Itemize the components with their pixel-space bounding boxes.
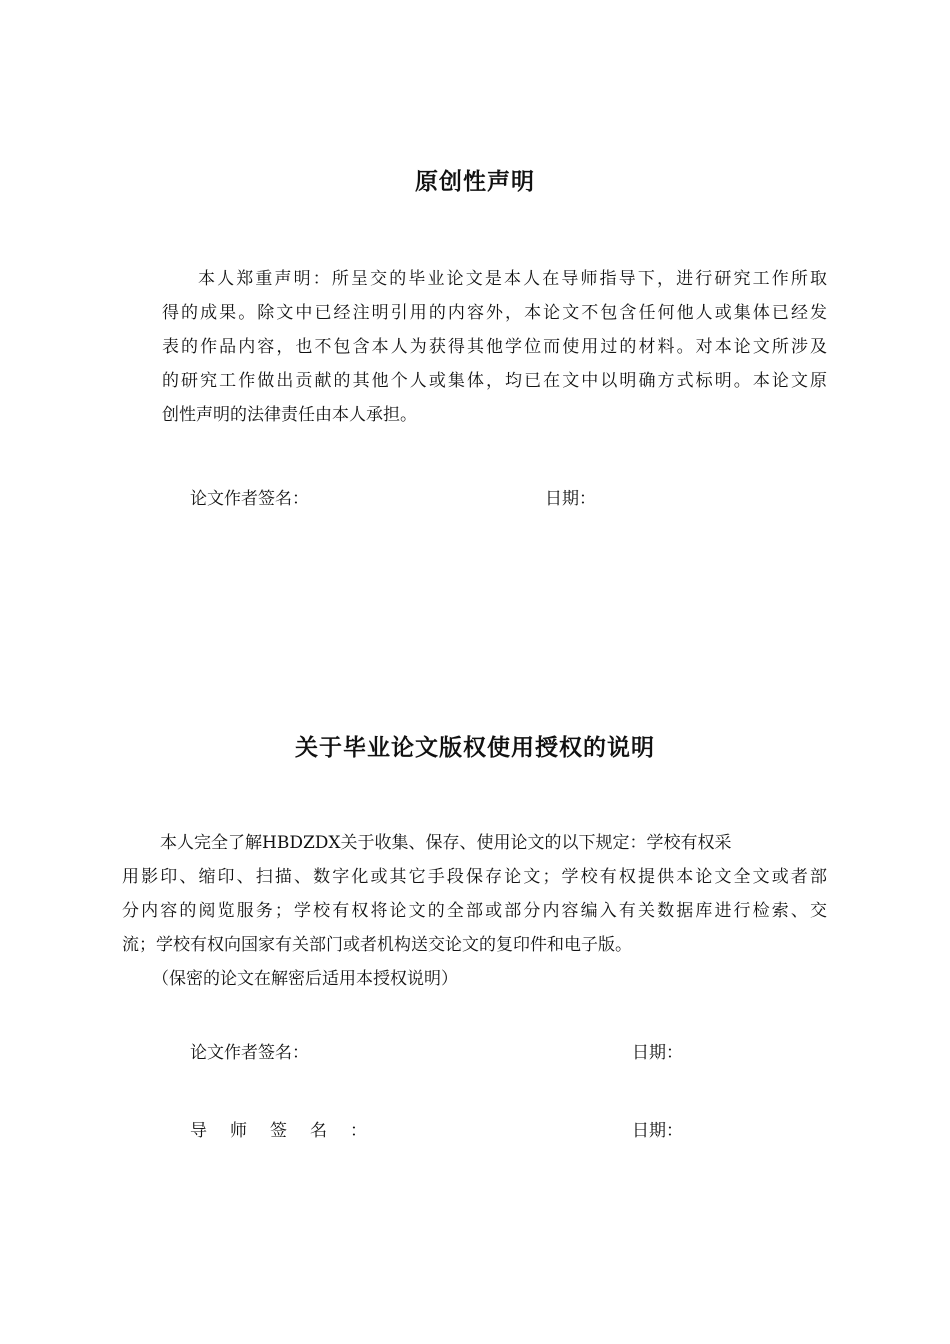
paragraph-line: 用影印、缩印、扫描、数字化或其它手段保存论文；学校有权提供本论文全文或者部 bbox=[122, 867, 827, 887]
paragraph-line: 得的成果。除文中已经注明引用的内容外，本论文不包含任何他人或集体已经发 bbox=[162, 303, 827, 323]
author-signature-label: 论文作者签名： bbox=[190, 489, 309, 509]
advisor-date-label: 日期： bbox=[632, 1121, 683, 1141]
copyright-title: 关于毕业论文版权使用授权的说明 bbox=[295, 735, 655, 761]
paragraph-line: 分内容的阅览服务；学校有权将论文的全部或部分内容编入有关数据库进行检索、交 bbox=[122, 901, 827, 921]
paragraph-line: 的研究工作做出贡献的其他个人或集体，均已在文中以明确方式标明。本论文原 bbox=[162, 371, 827, 391]
paragraph-line: 本人完全了解HBDZDX关于收集、保存、使用论文的以下规定：学校有权采 bbox=[160, 833, 732, 853]
paragraph-line: 表的作品内容，也不包含本人为获得其他学位而使用过的材料。对本论文所涉及 bbox=[162, 337, 827, 357]
paragraph-line: 本人郑重声明：所呈交的毕业论文是本人在导师指导下，进行研究工作所取 bbox=[198, 269, 827, 289]
author-signature-label: 论文作者签名： bbox=[190, 1043, 309, 1063]
paragraph-line: 流；学校有权向国家有关部门或者机构送交论文的复印件和电子版。 bbox=[122, 935, 632, 955]
author-date-label: 日期： bbox=[632, 1043, 683, 1063]
advisor-signature-label: 导师签名： bbox=[190, 1121, 390, 1141]
date-label: 日期： bbox=[545, 489, 596, 509]
originality-title: 原创性声明 bbox=[415, 169, 535, 195]
confidential-note: （保密的论文在解密后适用本授权说明） bbox=[152, 969, 458, 989]
copyright-paragraph bbox=[122, 826, 827, 996]
originality-paragraph bbox=[162, 262, 827, 432]
paragraph-line: 创性声明的法律责任由本人承担。 bbox=[162, 405, 417, 425]
